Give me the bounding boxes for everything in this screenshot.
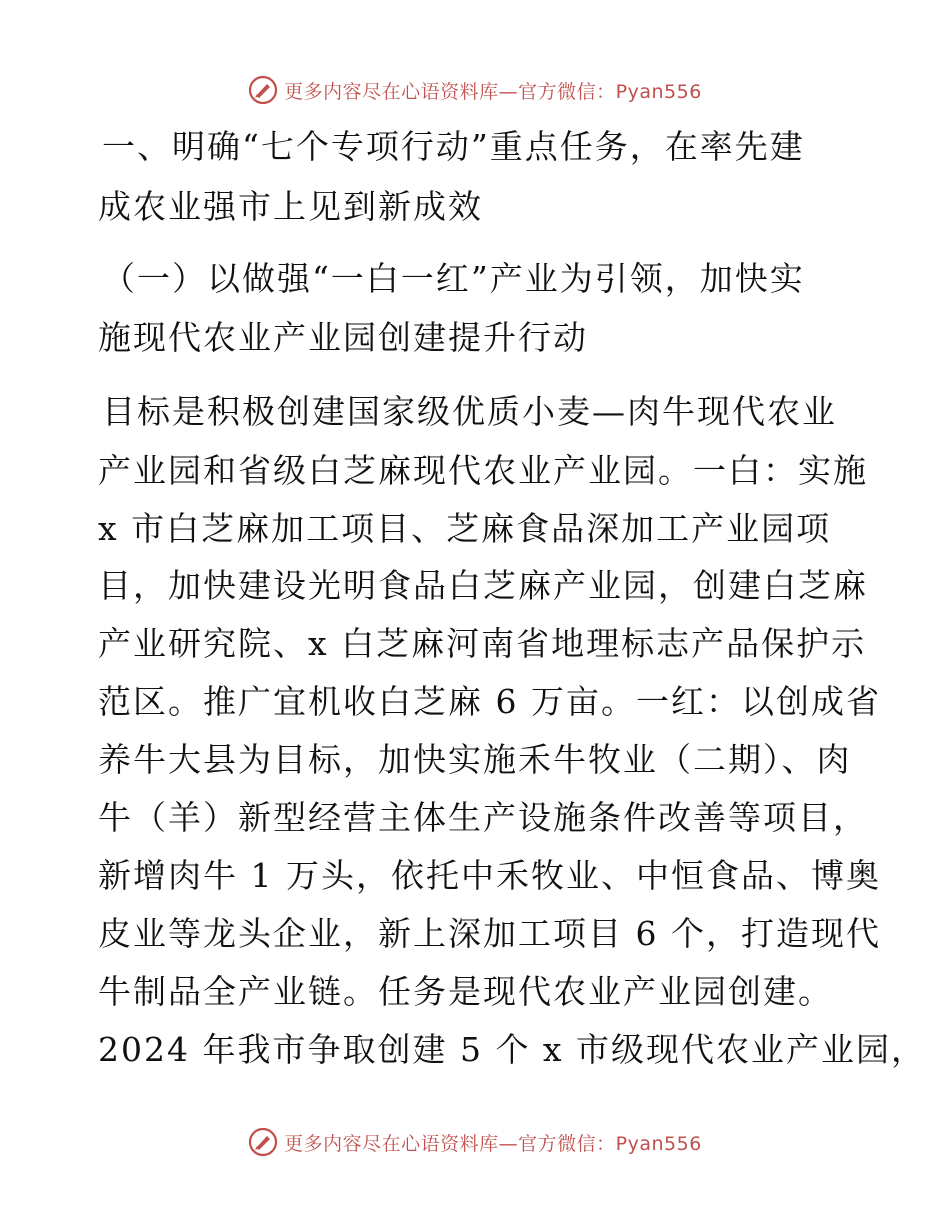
body-line-1: 目标是积极创建国家级优质小麦—肉牛现代农业 xyxy=(102,392,837,431)
body-line-10: 皮业等龙头企业，新上深加工项目 6 个，打造现代 xyxy=(98,914,881,953)
watermark-text: 更多内容尽在心语资料库—官方微信：Pyan556 xyxy=(284,1132,702,1155)
body-line-3: x 市白芝麻加工项目、芝麻食品深加工产业园项 xyxy=(98,509,832,548)
body-line-9: 新增肉牛 1 万头，依托中禾牧业、中恒食品、博奥 xyxy=(98,856,881,895)
body-line-7: 养牛大县为目标，加快实施禾牛牧业（二期）、肉 xyxy=(98,740,852,779)
body-line-4: 目，加快建设光明食品白芝麻产业园，创建白芝麻 xyxy=(98,566,868,605)
heading-2-line-1: （一）以做强“一白一红”产业为引领，加快实 xyxy=(102,259,805,298)
heading-2-line-2: 施现代农业产业园创建提升行动 xyxy=(98,318,588,357)
body-line-5: 产业研究院、x 白芝麻河南省地理标志产品保护示 xyxy=(98,624,867,663)
heading-1-line-1: 一、明确“七个专项行动”重点任务，在率先建 xyxy=(102,127,805,166)
body-line-2: 产业园和省级白芝麻现代农业产业园。一白：实施 xyxy=(98,451,868,490)
watermark-header xyxy=(0,72,950,108)
heading-1-line-2: 成农业强市上见到新成效 xyxy=(98,187,483,226)
body-line-6: 范区。推广宜机收白芝麻 6 万亩。一红：以创成省 xyxy=(98,682,881,721)
body-line-12: 2024 年我市争取创建 5 个 x 市级现代农业产业园， xyxy=(98,1030,927,1069)
watermark-text: 更多内容尽在心语资料库—官方微信：Pyan556 xyxy=(284,80,702,103)
body-line-11: 牛制品全产业链。任务是现代农业产业园创建。 xyxy=(98,972,833,1011)
pen-nib-logo-icon xyxy=(248,75,278,105)
pen-nib-logo-icon xyxy=(248,1127,278,1157)
body-line-8: 牛（羊）新型经营主体生产设施条件改善等项目， xyxy=(98,798,868,837)
watermark-footer xyxy=(0,1124,950,1160)
